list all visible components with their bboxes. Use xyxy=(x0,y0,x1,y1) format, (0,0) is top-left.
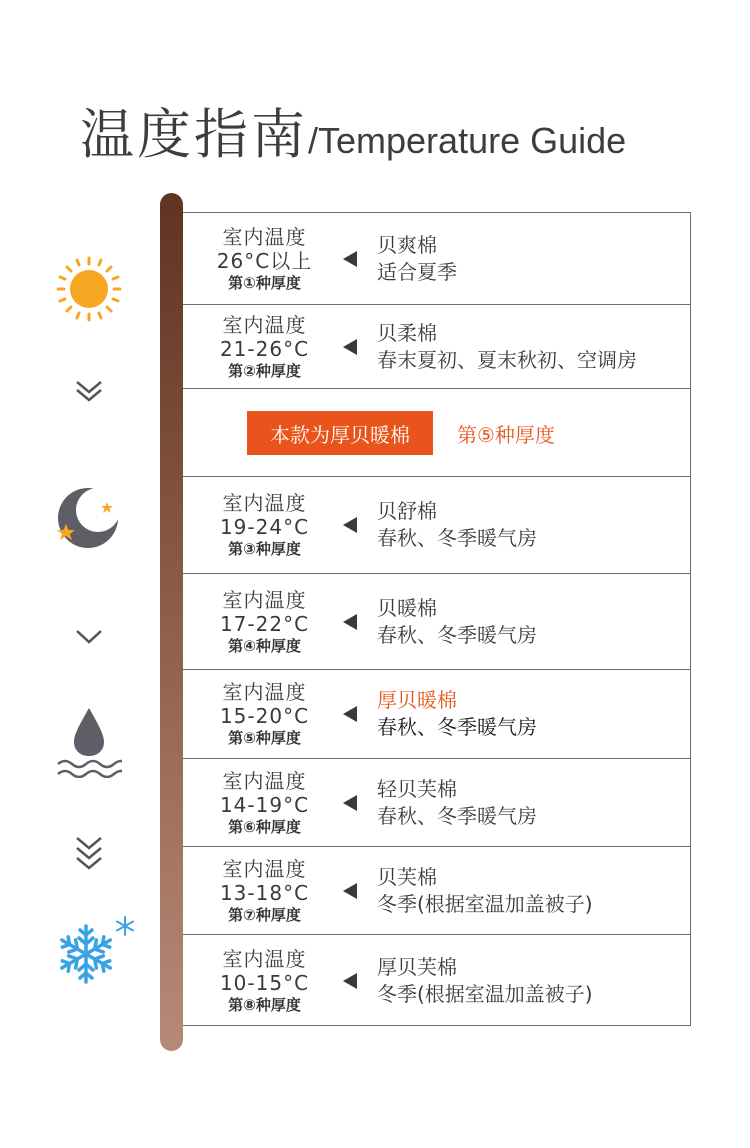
thickness-label: 第⑤种厚度 xyxy=(228,729,301,747)
current-thickness-note: 第⑤种厚度 xyxy=(457,422,555,447)
double-chevron-down-icon xyxy=(74,376,104,406)
table-row-highlighted xyxy=(183,670,690,759)
moon-star-icon xyxy=(52,484,124,554)
temp-range: 17-22°C xyxy=(219,611,310,636)
temp-label: 室内温度 xyxy=(222,587,307,612)
thickness-label: 第①种厚度 xyxy=(228,273,301,292)
double-chevron-down-icon xyxy=(74,834,104,874)
product-cell xyxy=(377,670,690,758)
temp-label: 室内温度 xyxy=(222,680,307,704)
title-english: /Temperature Guide xyxy=(308,120,627,161)
thickness-label: 第③种厚度 xyxy=(228,540,301,558)
temp-range: 13-18°C xyxy=(219,880,310,905)
snowflake-icon xyxy=(54,914,138,986)
temp-label: 室内温度 xyxy=(222,224,307,249)
table-row xyxy=(183,759,690,847)
table-row xyxy=(183,477,690,574)
chevron-down-icon xyxy=(74,624,104,648)
product-season: 春秋、冬季暖气房 xyxy=(377,622,537,647)
table-row xyxy=(183,213,690,305)
product-cell xyxy=(377,574,690,669)
temp-label: 室内温度 xyxy=(222,312,307,337)
temp-cell xyxy=(183,847,346,934)
product-name: 厚贝暖棉 xyxy=(377,688,457,712)
temperature-table xyxy=(183,212,691,1026)
table-row xyxy=(183,574,690,670)
thickness-label: 第②种厚度 xyxy=(228,361,301,380)
temp-cell xyxy=(183,759,346,846)
product-name: 贝芙棉 xyxy=(377,864,437,889)
product-cell xyxy=(377,213,690,304)
thickness-label: 第⑦种厚度 xyxy=(228,905,301,924)
triangle-left-icon xyxy=(343,517,357,533)
thickness-label: 第⑧种厚度 xyxy=(228,995,301,1014)
temp-label: 室内温度 xyxy=(222,946,307,971)
triangle-left-icon xyxy=(343,706,357,722)
product-cell xyxy=(377,847,690,934)
temp-cell xyxy=(183,213,346,304)
triangle-left-icon xyxy=(343,795,357,811)
product-season: 春秋、冬季暖气房 xyxy=(377,803,537,828)
table-row xyxy=(183,935,690,1026)
product-season: 春末夏初、夏末秋初、空调房 xyxy=(377,347,637,372)
product-cell xyxy=(377,305,690,388)
product-name: 贝舒棉 xyxy=(377,499,437,523)
product-season: 冬季(根据室温加盖被子) xyxy=(377,981,593,1006)
triangle-left-icon xyxy=(343,883,357,899)
temp-label: 室内温度 xyxy=(222,856,307,881)
product-season: 冬季(根据室温加盖被子) xyxy=(377,891,593,916)
table-row xyxy=(183,305,690,389)
temp-cell xyxy=(183,670,346,758)
thickness-label: 第④种厚度 xyxy=(228,636,301,655)
temp-cell xyxy=(183,935,346,1026)
product-name: 贝暖棉 xyxy=(377,595,437,620)
current-product-badge: 本款为厚贝暖棉 xyxy=(247,411,433,455)
product-name: 厚贝芙棉 xyxy=(377,954,457,979)
product-cell xyxy=(377,759,690,846)
product-season: 春秋、冬季暖气房 xyxy=(377,715,537,739)
temp-range: 19-24°C xyxy=(219,515,310,539)
water-drop-icon xyxy=(56,706,122,778)
product-season: 春秋、冬季暖气房 xyxy=(377,526,537,550)
table-row xyxy=(183,847,690,935)
temp-label: 室内温度 xyxy=(222,491,307,515)
product-season: 适合夏季 xyxy=(377,259,457,284)
temperature-gradient-bar xyxy=(160,193,183,1051)
temp-range: 14-19°C xyxy=(219,792,310,817)
title-chinese: 温度指南 xyxy=(80,103,308,166)
sun-icon xyxy=(56,256,122,322)
temp-cell xyxy=(183,305,346,388)
product-name: 贝柔棉 xyxy=(377,320,437,345)
triangle-left-icon xyxy=(343,973,357,989)
thickness-label: 第⑥种厚度 xyxy=(228,817,301,836)
temp-range: 26°C以上 xyxy=(216,248,313,273)
product-cell xyxy=(377,477,690,573)
product-name: 轻贝芙棉 xyxy=(377,776,457,801)
temp-range: 21-26°C xyxy=(219,336,310,361)
product-name: 贝爽棉 xyxy=(377,232,437,257)
temp-range: 10-15°C xyxy=(219,970,310,995)
product-cell xyxy=(377,935,690,1026)
triangle-left-icon xyxy=(343,339,357,355)
temp-range: 15-20°C xyxy=(219,704,310,728)
temp-label: 室内温度 xyxy=(222,768,307,793)
temp-cell xyxy=(183,574,346,669)
page-title xyxy=(80,92,627,166)
promo-row xyxy=(183,389,690,477)
triangle-left-icon xyxy=(343,614,357,630)
triangle-left-icon xyxy=(343,251,357,267)
temp-cell xyxy=(183,477,346,573)
